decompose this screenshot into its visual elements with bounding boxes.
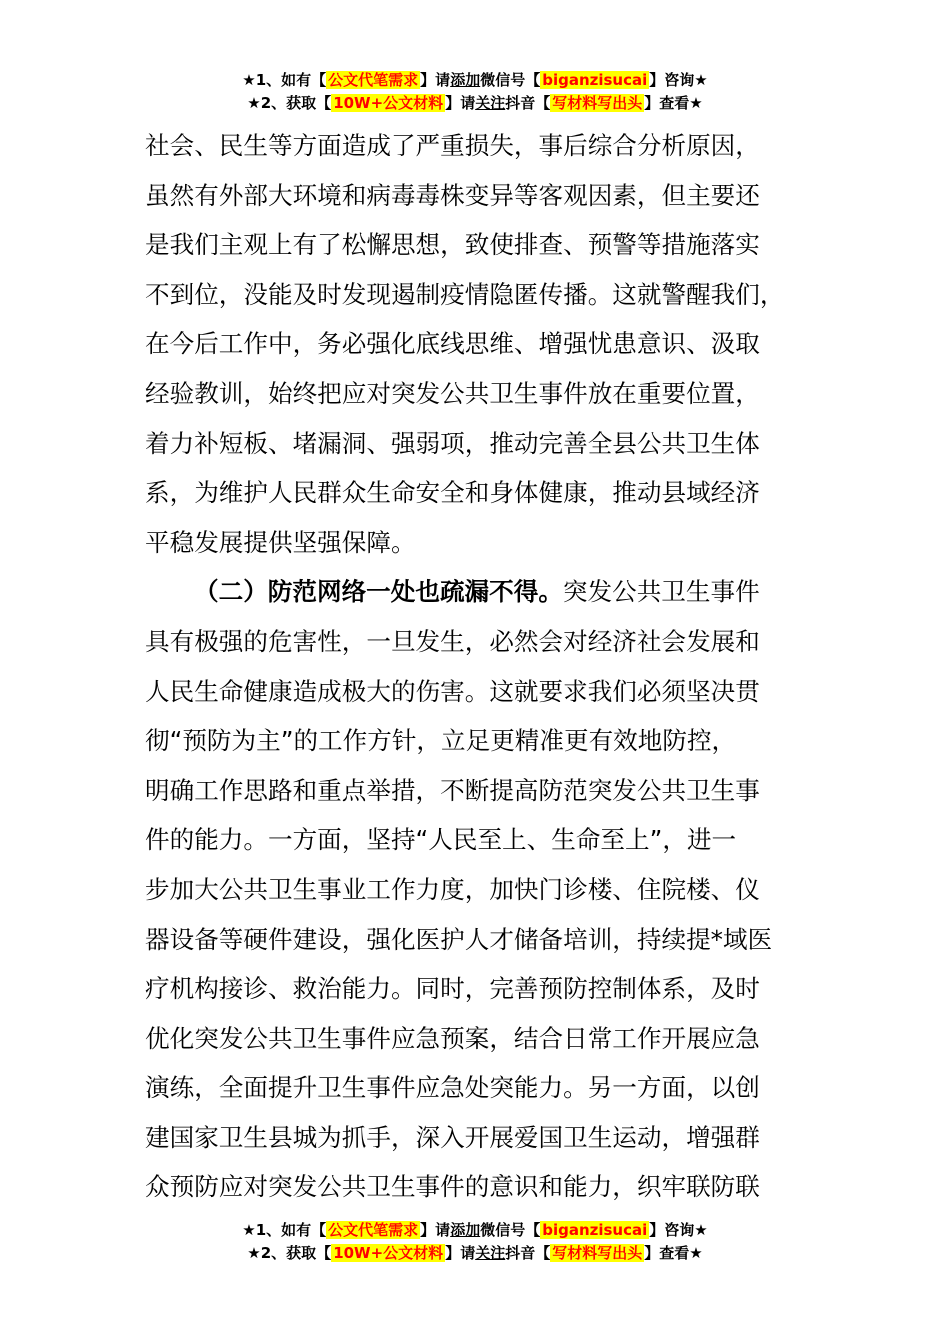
text-line: 件的能力。一方面，坚持“人民至上、生命至上”，进一 xyxy=(145,825,737,855)
banner-text: 微信号【 xyxy=(480,1221,541,1239)
banner-text: 】请 xyxy=(445,94,476,112)
highlight-douyin-account: 写材料写出头 xyxy=(552,94,643,112)
banner-line-2 xyxy=(0,92,950,115)
text-line: 人民生命健康造成极大的伤害。这就要求我们必须坚决贯 xyxy=(145,676,760,706)
text-line: 平稳发展提供坚强保障。 xyxy=(145,527,416,557)
section-heading: （二）防范网络一处也疏漏不得。 xyxy=(194,577,563,607)
highlight-wechat-id: biganzisucai xyxy=(542,71,648,89)
text-line: 众预防应对突发公共卫生事件的意识和能力，织牢联防联 xyxy=(145,1172,760,1202)
text-line: 明确工作思路和重点举措，不断提高防范突发公共卫生事 xyxy=(145,775,760,805)
text-line: 建国家卫生县城为抓手，深入开展爱国卫生运动，增强群 xyxy=(145,1122,760,1152)
section-text: 突发公共卫生事件 xyxy=(562,577,760,607)
text-line: 步加大公共卫生事业工作力度，加快门诊楼、住院楼、仪 xyxy=(145,874,760,904)
text-line: 不到位，没能及时发现遏制疫情隐匿传播。这就警醒我们， xyxy=(145,279,785,309)
document-body xyxy=(145,121,805,1212)
banner-text: ★2、获取【 xyxy=(247,94,332,112)
banner-text: ★1、如有【 xyxy=(242,1221,327,1239)
text-line: 在今后工作中，务必强化底线思维、增强忧患意识、汲取 xyxy=(145,329,760,359)
text-line: 着力补短板、堵漏洞、强弱项，推动完善全县公共卫生体 xyxy=(145,428,760,458)
text-line: 疗机构接诊、救治能力。同时，完善预防控制体系，及时 xyxy=(145,974,760,1004)
banner-line-1 xyxy=(0,1219,950,1242)
banner-underlined-word: 添加 xyxy=(450,71,481,89)
banner-underlined-word: 添加 xyxy=(450,1221,481,1239)
banner-text: ★2、获取【 xyxy=(247,1244,332,1262)
banner-text: 】查看★ xyxy=(644,1244,703,1262)
text-line: 经验教训，始终把应对突发公共卫生事件放在重要位置， xyxy=(145,378,760,408)
text-line: 演练，全面提升卫生事件应急处突能力。另一方面，以创 xyxy=(145,1073,760,1103)
highlight-service: 公文代笔需求 xyxy=(328,71,419,89)
text-line: 彻“预防为主”的工作方针，立足更精准更有效地防控， xyxy=(145,726,737,756)
header-banner xyxy=(0,69,950,115)
highlight-wechat-id: biganzisucai xyxy=(542,1221,648,1239)
footer-banner xyxy=(0,1219,950,1265)
text-line: 具有极强的危害性，一旦发生，必然会对经济社会发展和 xyxy=(145,626,760,656)
banner-text: 】查看★ xyxy=(644,94,703,112)
highlight-service: 公文代笔需求 xyxy=(328,1221,419,1239)
text-line: 虽然有外部大环境和病毒毒株变异等客观因素，但主要还 xyxy=(145,180,760,210)
banner-line-2 xyxy=(0,1242,950,1265)
text-line: 器设备等硬件建设，强化医护人才储备培训，持续提*域医 xyxy=(145,924,773,954)
banner-text: 抖音【 xyxy=(505,94,551,112)
banner-line-1 xyxy=(0,69,950,92)
banner-text: ★1、如有【 xyxy=(242,71,327,89)
highlight-materials: 10W+公文材料 xyxy=(333,1244,444,1262)
banner-text: 】咨询★ xyxy=(649,1221,708,1239)
section-first-line xyxy=(145,567,805,617)
highlight-douyin-account: 写材料写出头 xyxy=(552,1244,643,1262)
banner-text: 】请 xyxy=(420,1221,451,1239)
text-line: 系，为维护人民群众生命安全和身体健康，推动县域经济 xyxy=(145,478,760,508)
banner-text: 】请 xyxy=(445,1244,476,1262)
banner-text: 微信号【 xyxy=(480,71,541,89)
banner-text: 】咨询★ xyxy=(649,71,708,89)
banner-text: 】请 xyxy=(420,71,451,89)
text-line: 社会、民生等方面造成了严重损失，事后综合分析原因， xyxy=(145,131,760,160)
highlight-materials: 10W+公文材料 xyxy=(333,94,444,112)
banner-underlined-word: 关注 xyxy=(475,1244,506,1262)
text-line: 优化突发公共卫生事件应急预案，结合日常工作开展应急 xyxy=(145,1023,760,1053)
banner-text: 抖音【 xyxy=(505,1244,551,1262)
banner-underlined-word: 关注 xyxy=(475,94,506,112)
text-line: 是我们主观上有了松懈思想，致使排查、预警等措施落实 xyxy=(145,230,760,260)
